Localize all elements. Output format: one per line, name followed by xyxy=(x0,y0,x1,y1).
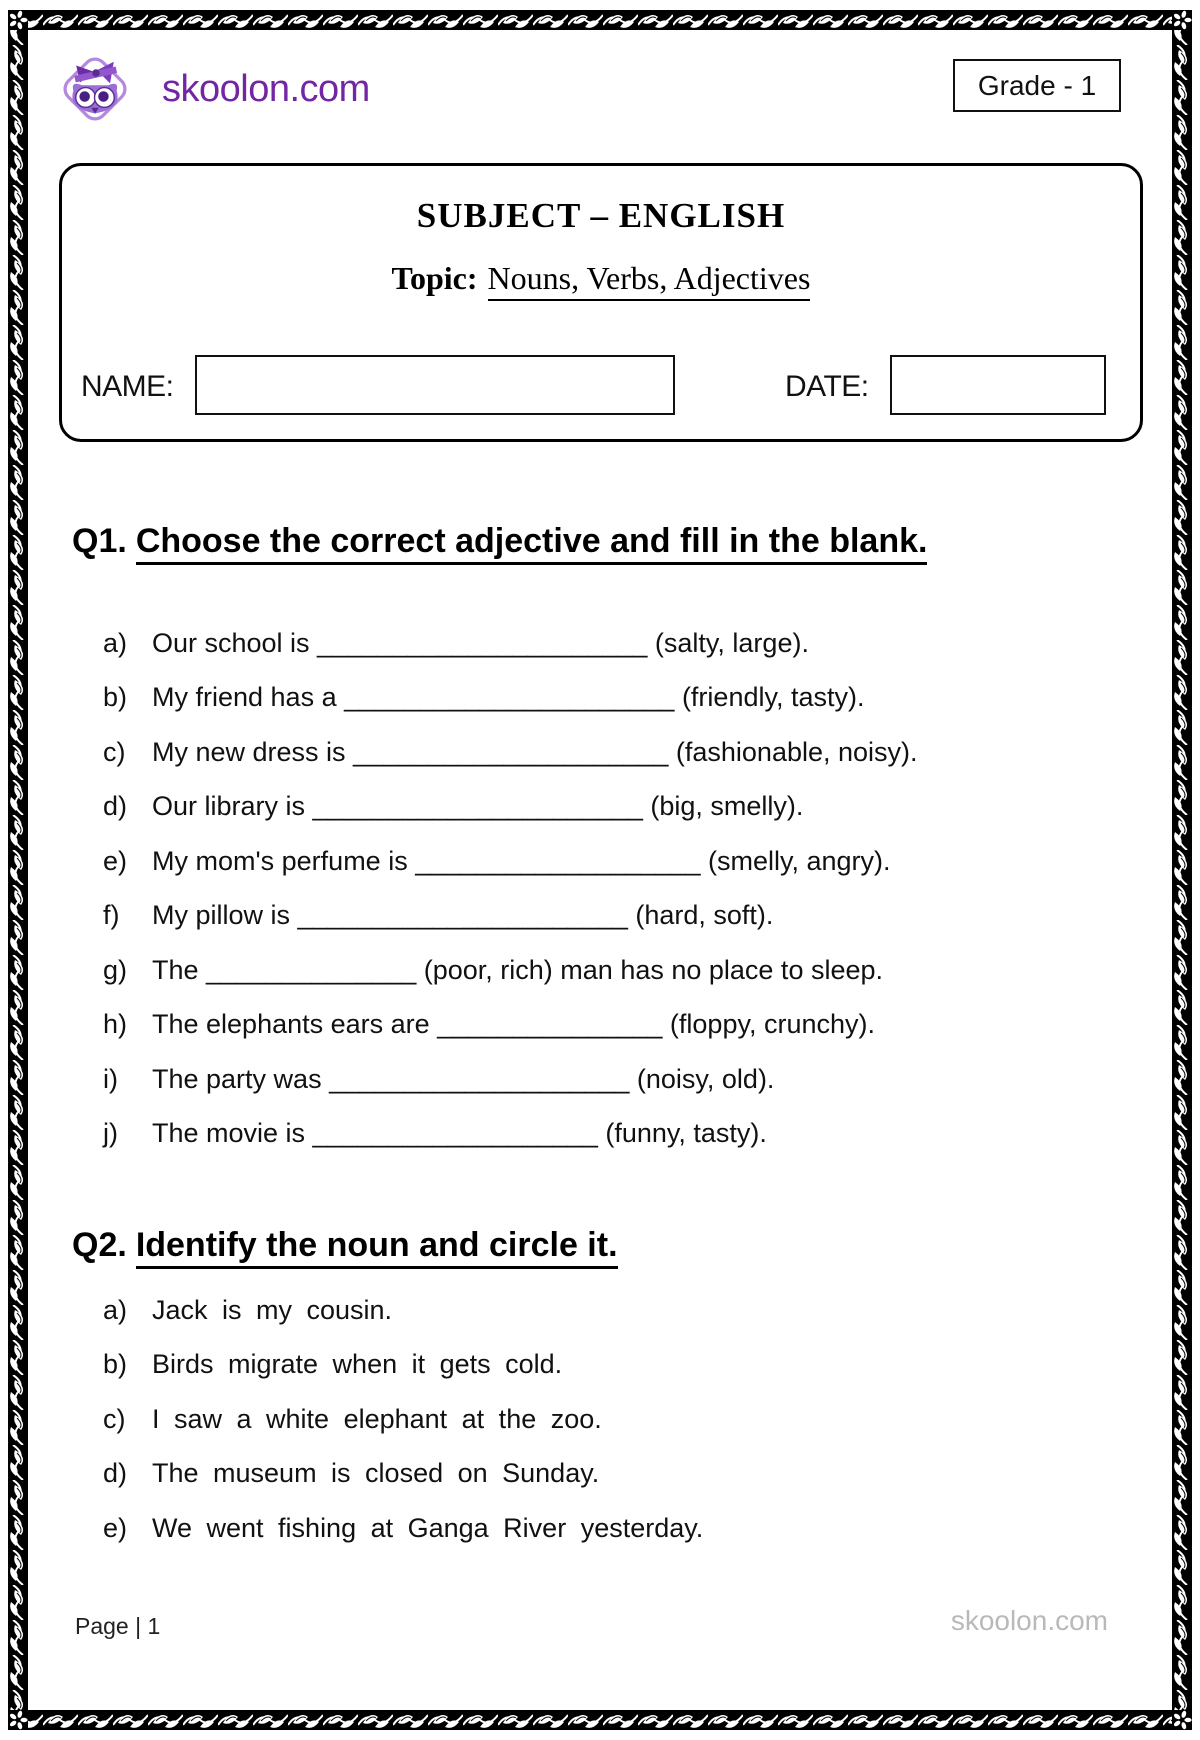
decorative-border-right-icon xyxy=(1172,10,1192,1730)
list-item xyxy=(103,1052,1123,1107)
date-label: DATE: xyxy=(785,370,869,403)
date-input[interactable] xyxy=(890,355,1106,415)
item-text: The party was ____________________ (noisy, old). xyxy=(152,1063,775,1094)
item-letter: e) xyxy=(103,845,128,876)
topic-label: Topic: xyxy=(391,260,478,296)
name-input[interactable] xyxy=(195,355,675,415)
item-letter: b) xyxy=(103,682,128,713)
question-2-number: Q2. xyxy=(72,1226,127,1264)
list-item xyxy=(103,1107,1123,1162)
page-number: Page | 1 xyxy=(75,1613,161,1639)
list-item xyxy=(103,1392,1123,1447)
worksheet-title-box xyxy=(59,163,1143,442)
question-1-heading xyxy=(72,522,927,561)
question-2-items xyxy=(103,1283,1123,1556)
item-letter: e) xyxy=(103,1512,128,1543)
item-text: Our school is ______________________ (salty, large). xyxy=(152,627,809,658)
list-item xyxy=(103,616,1123,671)
logo-text: skoolon.com xyxy=(162,68,370,110)
owl-diamond-logo-icon xyxy=(48,42,142,141)
question-2-heading-text: Identify the noun and circle it. xyxy=(136,1226,618,1269)
border-corner-flower-icon xyxy=(8,10,28,30)
question-1-items xyxy=(103,616,1123,1161)
item-text: Birds migrate when it gets cold. xyxy=(152,1349,563,1380)
item-text: The movie is ___________________ (funny, tasty). xyxy=(152,1118,767,1149)
item-letter: f) xyxy=(103,900,120,931)
item-letter: g) xyxy=(103,954,128,985)
grade-badge: Grade - 1 xyxy=(953,59,1121,112)
list-item xyxy=(103,780,1123,835)
item-letter: i) xyxy=(103,1063,118,1094)
subject-title: SUBJECT – ENGLISH xyxy=(416,196,786,235)
item-text: Jack is my cousin. xyxy=(152,1294,393,1325)
decorative-border-left-icon xyxy=(8,10,28,1730)
item-text: The ______________ (poor, rich) man has no place to sleep. xyxy=(152,954,884,985)
item-text: We went fishing at Ganga River yesterday. xyxy=(152,1512,704,1543)
border-corner-flower-icon xyxy=(1172,10,1192,30)
list-item xyxy=(103,1447,1123,1502)
question-2-heading xyxy=(72,1226,618,1265)
item-letter: d) xyxy=(103,1458,128,1489)
topic-value: Nouns, Verbs, Adjectives xyxy=(488,260,811,301)
item-letter: c) xyxy=(103,736,126,767)
item-letter: d) xyxy=(103,791,128,822)
item-text: My new dress is _____________________ (fashionable, noisy). xyxy=(152,736,918,767)
item-text: I saw a white elephant at the zoo. xyxy=(152,1403,602,1434)
list-item xyxy=(103,725,1123,780)
list-item xyxy=(103,1338,1123,1393)
item-text: My pillow is ______________________ (hard, soft). xyxy=(152,900,774,931)
item-letter: j) xyxy=(103,1118,118,1149)
list-item xyxy=(103,889,1123,944)
border-corner-flower-icon xyxy=(1172,1710,1192,1730)
footer-watermark: skoolon.com xyxy=(950,1605,1108,1636)
list-item xyxy=(103,943,1123,998)
item-letter: a) xyxy=(103,627,128,658)
list-item xyxy=(103,998,1123,1053)
item-text: My friend has a ______________________ (friendly, tasty). xyxy=(152,682,865,713)
item-letter: b) xyxy=(103,1349,128,1380)
decorative-border-bottom-icon xyxy=(8,1710,1192,1730)
list-item xyxy=(103,1283,1123,1338)
item-letter: c) xyxy=(103,1403,126,1434)
item-letter: h) xyxy=(103,1009,128,1040)
name-label: NAME: xyxy=(81,370,174,403)
border-corner-flower-icon xyxy=(8,1710,28,1730)
decorative-border-top-icon xyxy=(8,10,1192,30)
item-text: Our library is ______________________ (big, smelly). xyxy=(152,791,804,822)
list-item xyxy=(103,671,1123,726)
list-item xyxy=(103,834,1123,889)
question-1-number: Q1. xyxy=(72,522,127,560)
item-text: The elephants ears are _______________ (floppy, crunchy). xyxy=(152,1009,875,1040)
topic-line xyxy=(62,260,1140,297)
item-text: The museum is closed on Sunday. xyxy=(152,1458,600,1489)
item-letter: a) xyxy=(103,1294,128,1325)
list-item xyxy=(103,1501,1123,1556)
item-text: My mom's perfume is ___________________ (smelly, angry). xyxy=(152,845,891,876)
question-1-heading-text: Choose the correct adjective and fill in the blank. xyxy=(136,522,928,565)
